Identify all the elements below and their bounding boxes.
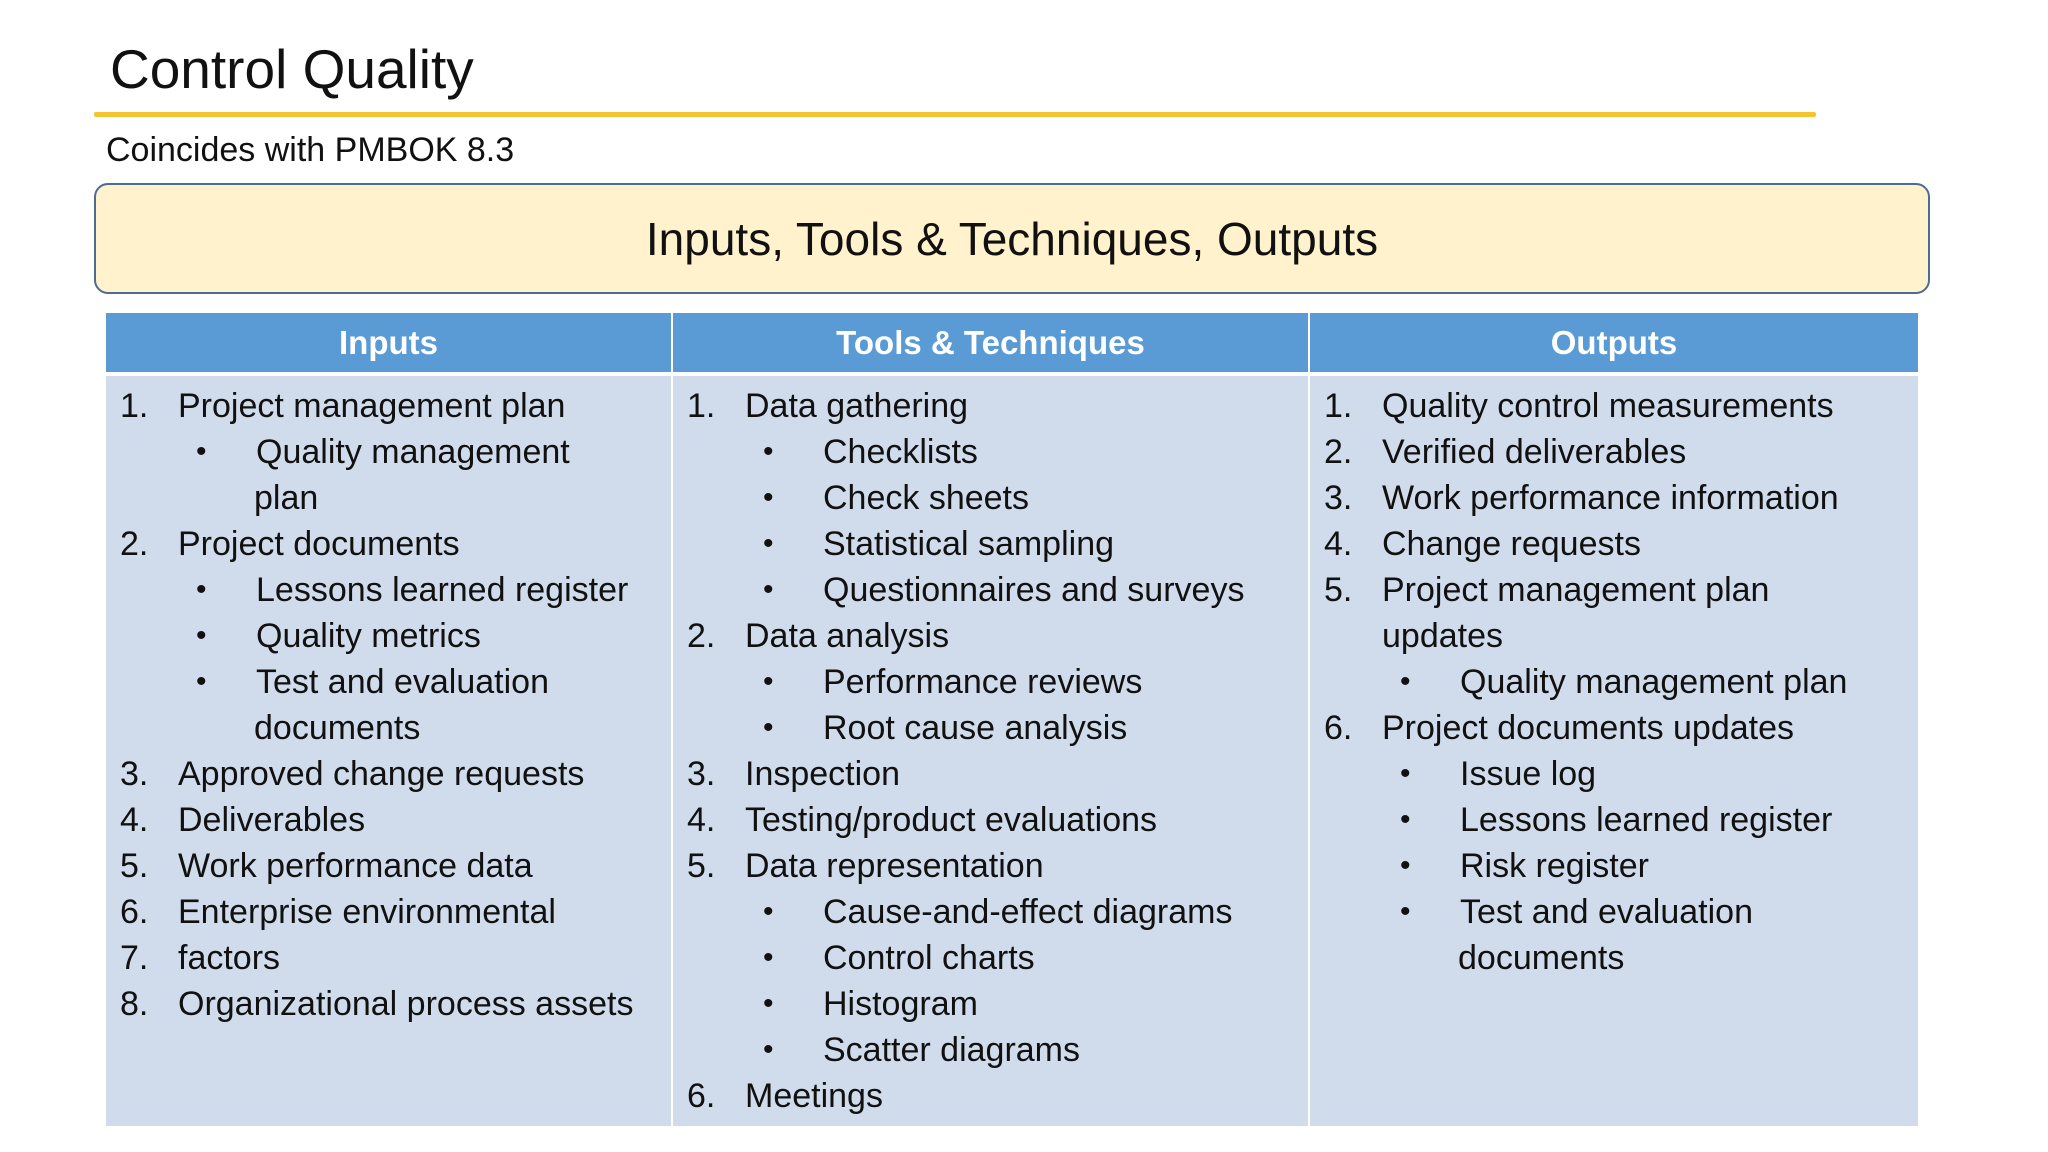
item-text: Work performance data: [178, 847, 533, 885]
bullet-icon: •: [763, 895, 774, 928]
bullet-icon: •: [1400, 803, 1411, 836]
item-text: Lessons learned register: [1460, 801, 1833, 839]
item-text: Questionnaires and surveys: [823, 571, 1245, 609]
item-text: Check sheets: [823, 479, 1029, 517]
list-item: [120, 843, 671, 889]
bullet-item: [687, 1027, 1308, 1073]
bullet-item: [687, 935, 1308, 981]
list-item: [687, 383, 1308, 429]
list-item: [1324, 475, 1918, 521]
bullet-icon: •: [763, 941, 774, 974]
bullet-icon: •: [763, 481, 774, 514]
item-text: Enterprise environmental: [178, 893, 556, 931]
item-number: 6.: [120, 893, 149, 931]
item-text: factors: [178, 939, 281, 977]
item-text: Checklists: [823, 433, 978, 471]
bullet-item: [120, 613, 671, 659]
bullet-icon: •: [1400, 849, 1411, 882]
bullet-icon: •: [763, 711, 774, 744]
bullet-icon: •: [1400, 665, 1411, 698]
item-number: 6.: [1324, 709, 1353, 747]
item-text: Quality metrics: [256, 617, 481, 655]
item-continuation: updates: [1382, 617, 1503, 655]
bullet-item: [687, 521, 1308, 567]
bullet-icon: •: [763, 527, 774, 560]
item-text: Quality management plan: [1460, 663, 1848, 701]
bullet-item: [1324, 797, 1918, 843]
bullet-icon: •: [196, 619, 207, 652]
bullet-item: [120, 429, 671, 475]
bullet-icon: •: [763, 435, 774, 468]
item-continuation: plan: [254, 479, 319, 517]
item-text: Scatter diagrams: [823, 1031, 1080, 1069]
item-text: Risk register: [1460, 847, 1649, 885]
item-number: 4.: [120, 801, 149, 839]
item-text: Organizational process assets: [178, 985, 634, 1023]
item-number: 1.: [120, 387, 149, 425]
bullet-item: [687, 889, 1308, 935]
title-underline: [94, 112, 1816, 117]
item-text: Issue log: [1460, 755, 1597, 793]
bullet-icon: •: [196, 573, 207, 606]
item-number: 5.: [687, 847, 716, 885]
list-item: [1324, 429, 1918, 475]
bullet-item: [687, 981, 1308, 1027]
item-number: 3.: [1324, 479, 1353, 517]
item-text: Test and evaluation: [256, 663, 549, 701]
item-number: 2.: [1324, 433, 1353, 471]
item-text: Statistical sampling: [823, 525, 1115, 563]
item-text: Data representation: [745, 847, 1044, 885]
bullet-item: [1324, 659, 1918, 705]
item-text: Approved change requests: [178, 755, 585, 793]
list-item: [120, 797, 671, 843]
item-text: Work performance information: [1382, 479, 1839, 517]
bullet-item: [120, 567, 671, 613]
item-text: Quality control measurements: [1382, 387, 1834, 425]
list-item: [687, 751, 1308, 797]
item-text: Deliverables: [178, 801, 366, 839]
item-text: Project management plan: [1382, 571, 1770, 609]
item-number: 4.: [1324, 525, 1353, 563]
list-item: [1324, 521, 1918, 567]
item-text: Change requests: [1382, 525, 1641, 563]
item-text: Testing/product evaluations: [745, 801, 1158, 839]
item-text: Control charts: [823, 939, 1035, 977]
tools-cell: [673, 376, 1308, 1126]
list-item: [120, 935, 671, 981]
list-item: [687, 843, 1308, 889]
bullet-item: [687, 475, 1308, 521]
list-item: [120, 383, 671, 429]
bullet-item: [120, 659, 671, 705]
item-text: Performance reviews: [823, 663, 1143, 701]
item-text: Quality management: [256, 433, 570, 471]
item-text: Project documents: [178, 525, 460, 563]
bullet-item: [1324, 751, 1918, 797]
item-text: Meetings: [745, 1077, 883, 1115]
outputs-cell: [1310, 376, 1918, 1126]
item-number: 5.: [120, 847, 149, 885]
list-item: [120, 751, 671, 797]
bullet-icon: •: [196, 435, 207, 468]
item-continuation: documents: [254, 709, 421, 747]
bullet-icon: •: [1400, 895, 1411, 928]
bullet-item: [1324, 843, 1918, 889]
item-text: Verified deliverables: [1382, 433, 1687, 471]
item-number: 8.: [120, 985, 149, 1023]
slide-subtitle: Coincides with PMBOK 8.3: [106, 131, 515, 169]
item-text: Data analysis: [745, 617, 950, 655]
item-number: 2.: [120, 525, 149, 563]
item-text: Test and evaluation: [1460, 893, 1753, 931]
item-text: Histogram: [823, 985, 978, 1023]
item-number: 6.: [687, 1077, 716, 1115]
list-item: [120, 521, 671, 567]
bullet-item: [1324, 889, 1918, 935]
list-item: [687, 797, 1308, 843]
item-continuation: documents: [1458, 939, 1625, 977]
item-text: Project management plan: [178, 387, 566, 425]
header-outputs: Outputs: [1310, 313, 1918, 372]
itto-table: [106, 313, 1916, 1126]
item-text: Project documents updates: [1382, 709, 1795, 747]
bullet-item: [687, 705, 1308, 751]
header-inputs: Inputs: [106, 313, 671, 372]
item-number: 3.: [120, 755, 149, 793]
list-item: [1324, 567, 1918, 613]
item-number: 2.: [687, 617, 716, 655]
bullet-icon: •: [763, 573, 774, 606]
bullet-icon: •: [763, 1033, 774, 1066]
item-number: 1.: [687, 387, 716, 425]
item-text: Inspection: [745, 755, 900, 793]
itto-banner: [94, 183, 1930, 294]
bullet-item: [687, 429, 1308, 475]
list-item: [687, 613, 1308, 659]
bullet-icon: •: [196, 665, 207, 698]
slide-title: Control Quality: [110, 38, 474, 100]
bullet-icon: •: [763, 987, 774, 1020]
list-item: [120, 889, 671, 935]
item-number: 1.: [1324, 387, 1353, 425]
item-number: 7.: [120, 939, 149, 977]
item-number: 5.: [1324, 571, 1353, 609]
bullet-item: [687, 659, 1308, 705]
bullet-icon: •: [763, 665, 774, 698]
list-item: [1324, 705, 1918, 751]
list-item: [1324, 383, 1918, 429]
list-item: [120, 981, 671, 1027]
bullet-item: [687, 567, 1308, 613]
list-item: [687, 1073, 1308, 1119]
item-text: Lessons learned register: [256, 571, 629, 609]
banner-text: Inputs, Tools & Techniques, Outputs: [645, 212, 1379, 265]
item-text: Root cause analysis: [823, 709, 1128, 747]
item-text: Data gathering: [745, 387, 969, 425]
item-number: 3.: [687, 755, 716, 793]
header-tools: Tools & Techniques: [673, 313, 1308, 372]
item-text: Cause-and-effect diagrams: [823, 893, 1233, 931]
bullet-icon: •: [1400, 757, 1411, 790]
inputs-cell: [106, 376, 671, 1126]
item-number: 4.: [687, 801, 716, 839]
